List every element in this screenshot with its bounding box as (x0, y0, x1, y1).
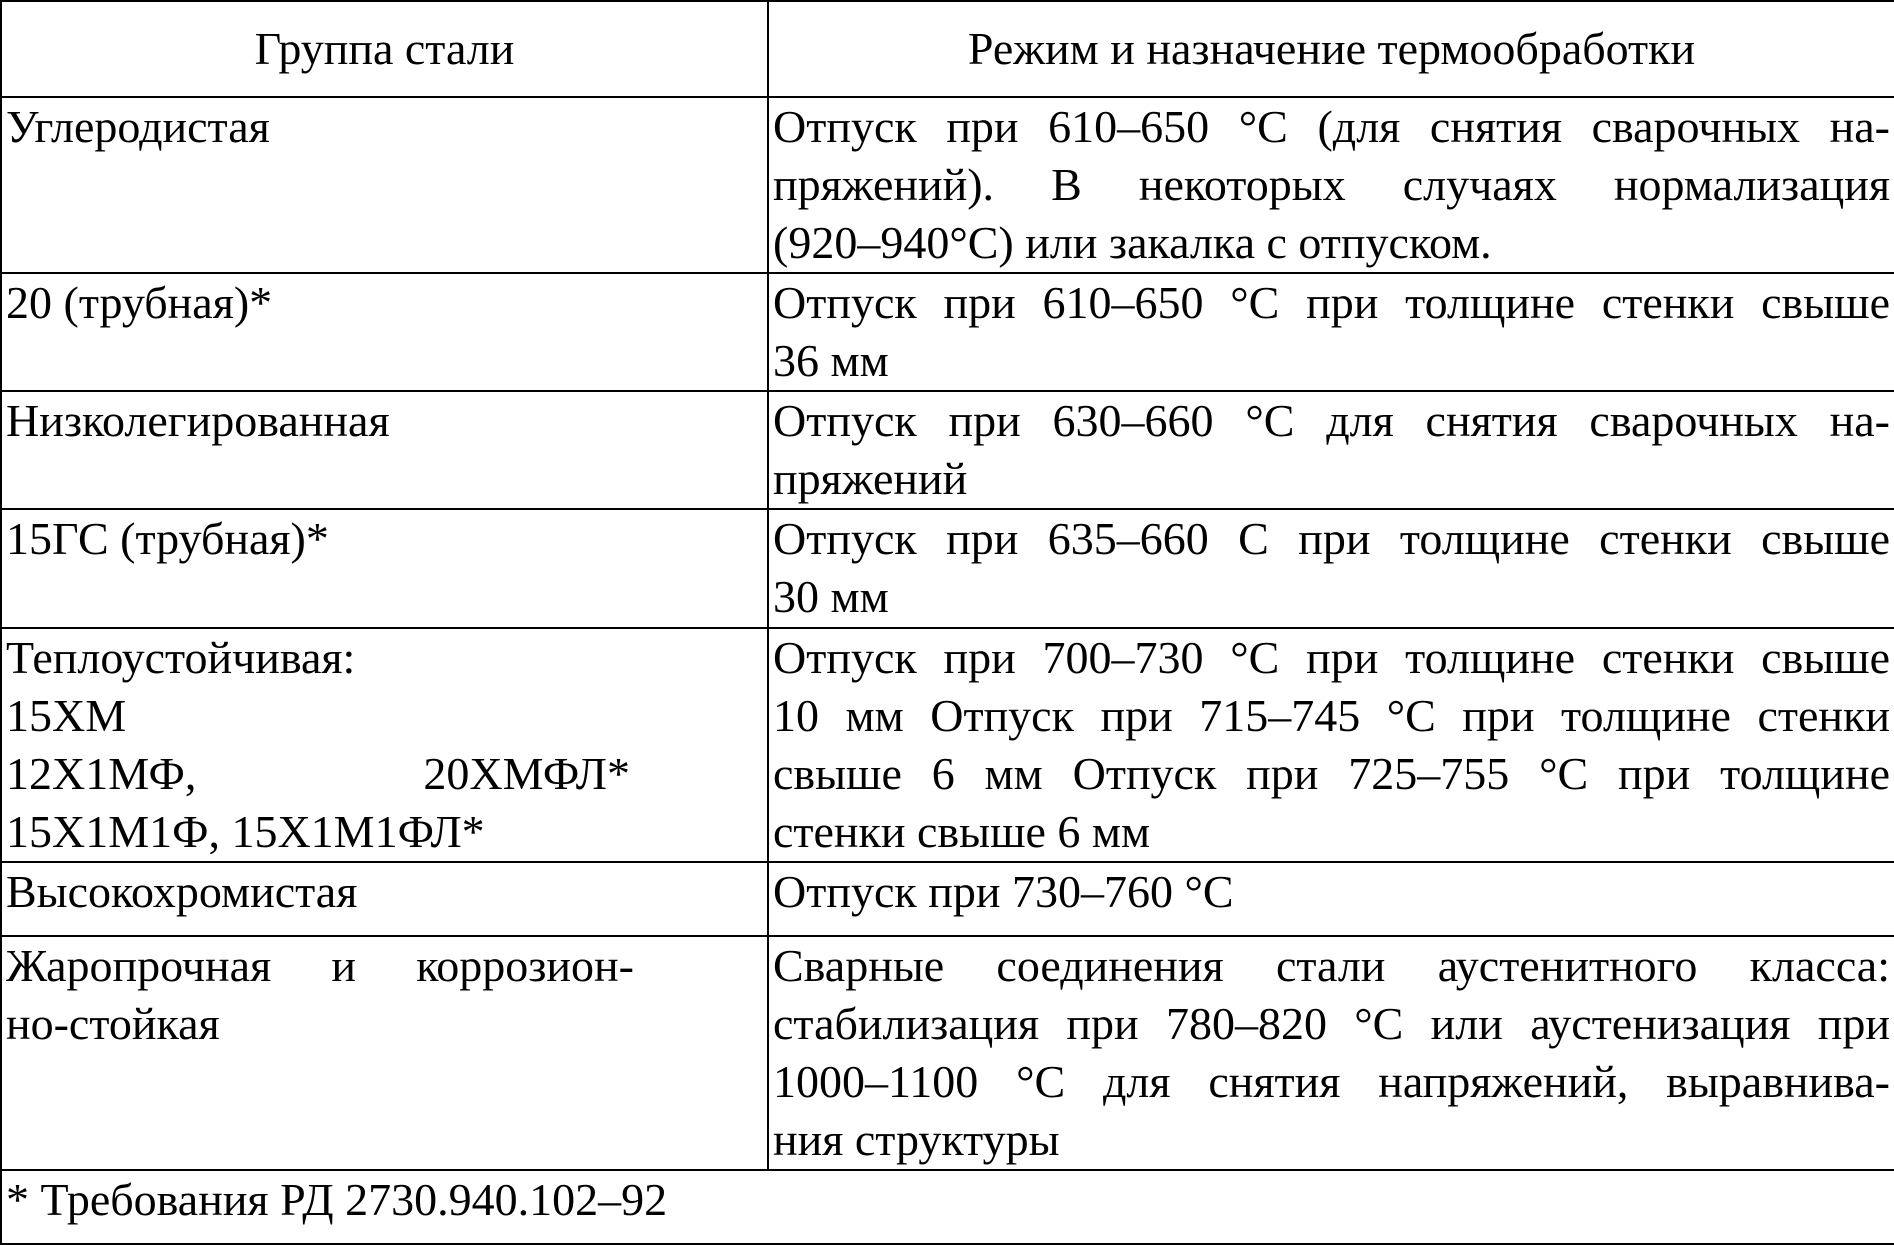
footnote-row (1, 1170, 1894, 1244)
steel-group-cell (1, 936, 768, 1170)
table-row (1, 628, 1894, 862)
steel-group-cell (1, 509, 768, 628)
treatment-mode-cell (768, 628, 1894, 862)
treatment-mode-line: Отпуск при 635–660 С при толщине стенки свыше (773, 513, 1890, 564)
steel-group-line: Теплоустойчивая: (6, 632, 356, 683)
treatment-mode-line: 36 мм (773, 335, 889, 386)
footnote: * Требования РД 2730.940.102–92 (1, 1170, 1894, 1244)
treatment-mode-line: Сварные соединения стали аустенитного класса: (773, 940, 1890, 991)
steel-group-line: Низколегированная (6, 395, 390, 446)
header-row (1, 1, 1894, 97)
treatment-mode-line: (920–940°С) или закалка с отпуском. (773, 217, 1492, 268)
treatment-mode-line: стенки свыше 6 мм (773, 806, 1151, 857)
treatment-mode-line: Отпуск при 730–760 °С (773, 866, 1234, 917)
steel-group-line: 15Х1М1Ф, 15Х1М1ФЛ* (6, 806, 485, 857)
treatment-mode-line: Отпуск при 610–650 °С (для снятия сварочных на- (773, 101, 1890, 152)
treatment-mode-line: пряжений (773, 453, 968, 504)
steel-group-cell (1, 628, 768, 862)
treatment-mode-cell (768, 273, 1894, 391)
treatment-mode-line: свыше 6 мм Отпуск при 725–755 °С при толщине (773, 748, 1890, 799)
steel-group-cell (1, 391, 768, 509)
table-row (1, 97, 1894, 273)
header-treatment-mode: Режим и назначение термообработки (768, 1, 1894, 97)
treatment-mode-line: 1000–1100 °С для снятия напряжений, выравнива- (773, 1056, 1890, 1107)
treatment-mode-cell (768, 391, 1894, 509)
treatment-mode-line: ния структуры (773, 1114, 1060, 1165)
steel-group-line: но-стойкая (6, 998, 220, 1049)
table-row (1, 273, 1894, 391)
treatment-mode-line: Отпуск при 630–660 °С для снятия сварочных на- (773, 395, 1890, 446)
steel-group-line: 20 (трубная)* (6, 277, 273, 328)
treatment-mode-line: Отпуск при 700–730 °С при толщине стенки свыше (773, 632, 1890, 683)
steel-group-line: Углеродистая (6, 101, 270, 152)
steel-group-line: Жаропрочная и коррозион- (6, 940, 634, 991)
treatment-mode-line: 10 мм Отпуск при 715–745 °С при толщине стенки (773, 690, 1890, 741)
treatment-mode-line: пряжений). В некоторых случаях нормализация (773, 159, 1890, 210)
steel-group-line: 15ХМ (6, 690, 127, 741)
treatment-mode-line: Отпуск при 610–650 °С при толщине стенки свыше (773, 277, 1890, 328)
steel-group-line: 15ГС (трубная)* (6, 513, 329, 564)
treatment-mode-cell (768, 862, 1894, 936)
steel-group-line: Высокохромистая (6, 866, 358, 917)
table-row (1, 509, 1894, 628)
steel-group-line: 12Х1МФ, 20ХМФЛ* (6, 748, 630, 799)
treatment-mode-line: 30 мм (773, 571, 889, 622)
steel-group-cell (1, 97, 768, 273)
treatment-mode-cell (768, 509, 1894, 628)
treatment-mode-cell (768, 97, 1894, 273)
treatment-mode-line: стабилизация при 780–820 °С или аустенизация при (773, 998, 1890, 1049)
header-steel-group: Группа стали (1, 1, 768, 97)
table-row (1, 391, 1894, 509)
table-row (1, 936, 1894, 1170)
table-row (1, 862, 1894, 936)
steel-group-cell (1, 862, 768, 936)
treatment-mode-cell (768, 936, 1894, 1170)
steel-group-cell (1, 273, 768, 391)
